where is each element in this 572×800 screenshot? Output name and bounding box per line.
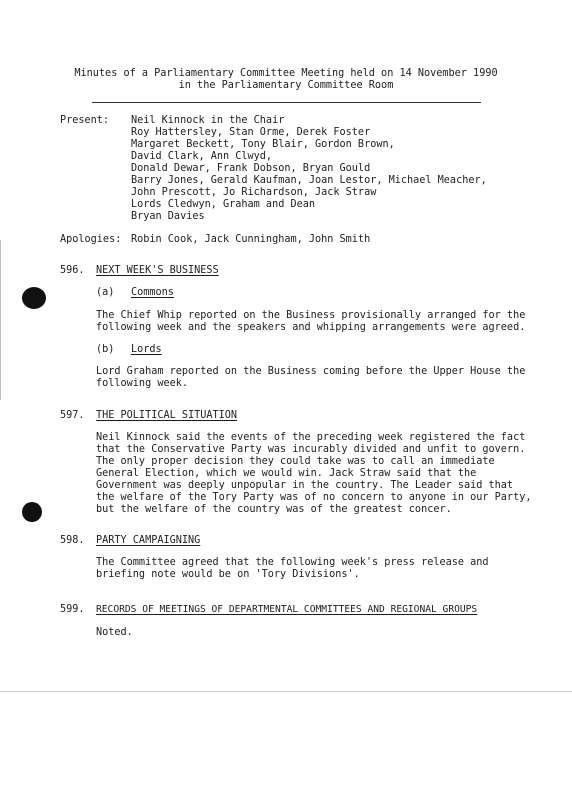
present-line: John Prescott, Jo Richardson, Jack Straw (131, 187, 377, 198)
scan-bottom-line (0, 691, 572, 692)
present-line: Lords Cledwyn, Graham and Dean (131, 199, 316, 210)
item-paragraph: Noted. (96, 627, 133, 638)
subitem-title: Commons (131, 287, 174, 298)
item-paragraph: The Chief Whip reported on the Business provisionally arranged for the following week and the speakers and whipping arrangements were agreed. (96, 310, 526, 333)
present-line: Neil Kinnock in the Chair (131, 115, 285, 126)
item-number: 599. (60, 604, 85, 615)
apologies-label: Apologies: (60, 234, 122, 245)
subitem-title: Lords (131, 344, 162, 355)
item-paragraph: The Committee agreed that the following week's press release and briefing note would be on 'Tory Divisions'. (96, 557, 489, 580)
present-line: Donald Dewar, Frank Dobson, Bryan Gould (131, 163, 371, 174)
present-line: Barry Jones, Gerald Kaufman, Joan Lestor, Michael Meacher, (131, 175, 487, 186)
present-label: Present: (60, 115, 110, 126)
item-heading: NEXT WEEK'S BUSINESS (96, 265, 219, 276)
title-rule (92, 102, 481, 103)
item-heading: PARTY CAMPAIGNING (96, 535, 201, 546)
item-number: 598. (60, 535, 85, 546)
item-number: 597. (60, 410, 85, 421)
subitem-label: (a) (96, 287, 115, 298)
present-line: David Clark, Ann Clwyd, (131, 151, 273, 162)
subitem-label: (b) (96, 344, 115, 355)
punch-hole-bottom (22, 502, 42, 522)
document-subtitle: in the Parliamentary Committee Room (178, 80, 394, 91)
present-line: Margaret Beckett, Tony Blair, Gordon Brown, (131, 139, 395, 150)
present-line: Roy Hattersley, Stan Orme, Derek Foster (131, 127, 371, 138)
item-heading: THE POLITICAL SITUATION (96, 410, 238, 421)
item-paragraph: Neil Kinnock said the events of the preceding week registered the fact that the Conservative Party was incurably divided and unfit to govern. The only proper decision they could take was to call an immediate General Election, which we would win. Jack Straw said that the Government was deeply unpopular in the country. The Leader said that the welfare of the Tory Party was of no concern to anyone in our Party, but the welfare of the country was of the greatest concer. (96, 432, 532, 515)
punch-hole-top (22, 287, 46, 309)
item-heading: RECORDS OF MEETINGS OF DEPARTMENTAL COMMITTEES AND REGIONAL GROUPS (96, 604, 478, 615)
document-title: Minutes of a Parliamentary Committee Meeting held on 14 November 1990 (74, 68, 498, 79)
apologies-text: Robin Cook, Jack Cunningham, John Smith (131, 234, 371, 245)
item-paragraph: Lord Graham reported on the Business coming before the Upper House the following week. (96, 366, 526, 389)
scan-edge-mark (0, 240, 1, 400)
item-number: 596. (60, 265, 85, 276)
present-line: Bryan Davies (131, 211, 205, 222)
